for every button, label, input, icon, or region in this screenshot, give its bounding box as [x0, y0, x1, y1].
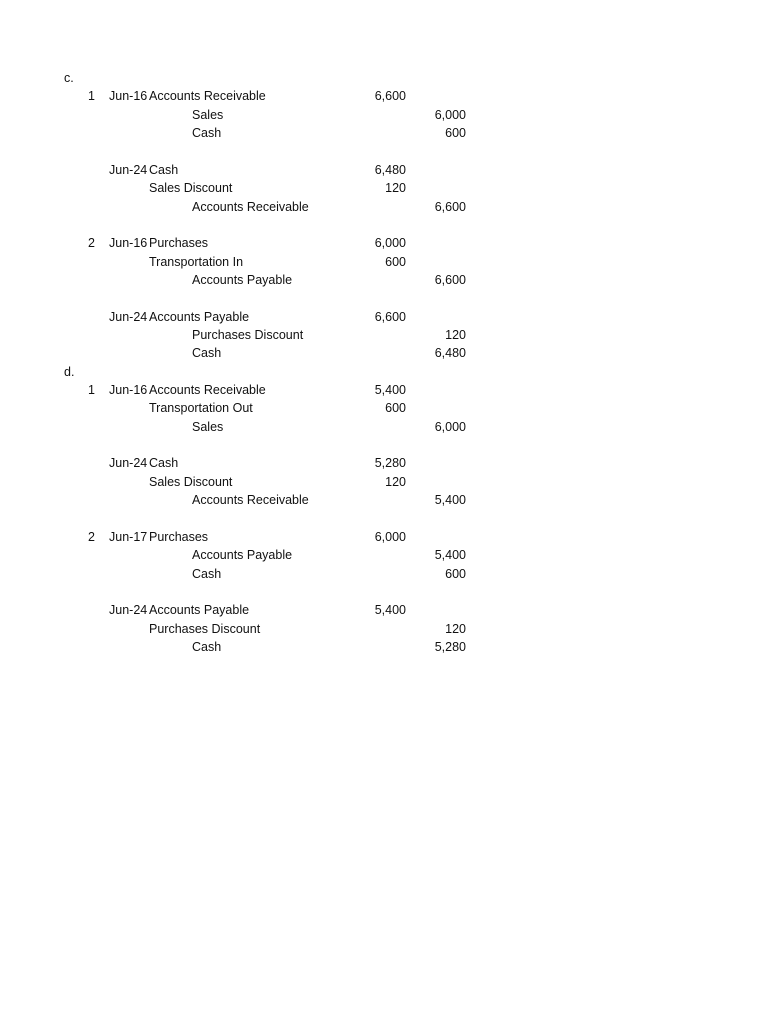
account-name: Purchases Discount: [149, 621, 261, 636]
debit-amount: 5,400: [374, 603, 406, 618]
account-name: Cash: [192, 346, 222, 361]
blank-row: [0, 509, 768, 527]
journal-row: [0, 87, 768, 105]
journal-row: [0, 253, 768, 271]
entry-number: 2: [88, 236, 95, 251]
section-label: d.: [64, 364, 75, 379]
debit-amount: 5,280: [374, 456, 406, 471]
blank-row: [0, 216, 768, 234]
entry-date: Jun-17: [109, 529, 148, 544]
debit-amount: 600: [385, 401, 406, 416]
entry-date: Jun-16: [109, 383, 148, 397]
journal-row: [0, 473, 768, 491]
credit-amount: 6,480: [434, 346, 466, 361]
debit-amount: 6,000: [374, 236, 406, 251]
account-name: Accounts Payable: [192, 272, 293, 287]
account-name: Sales: [192, 419, 224, 434]
account-name: Purchases: [149, 236, 209, 251]
account-name: Accounts Receivable: [149, 89, 266, 104]
journal-row: [0, 326, 768, 344]
journal-row: [0, 234, 768, 252]
credit-amount: 6,600: [434, 199, 466, 214]
journal-row: [0, 271, 768, 289]
account-name: Accounts Payable: [149, 603, 250, 618]
debit-amount: 6,000: [374, 529, 406, 544]
debit-amount: 6,480: [374, 162, 406, 177]
entry-number: 2: [88, 529, 95, 544]
blank-row: [0, 583, 768, 601]
journal-row: [0, 528, 768, 546]
entry-date: Jun-24: [109, 603, 148, 618]
account-name: Cash: [192, 639, 222, 654]
account-name: Sales Discount: [149, 181, 233, 196]
credit-amount: 6,000: [434, 419, 466, 434]
account-name: Accounts Receivable: [149, 383, 266, 397]
entry-date: Jun-16: [109, 236, 148, 251]
credit-amount: 6,600: [434, 272, 466, 287]
section-row: [0, 363, 768, 381]
debit-amount: 120: [385, 474, 406, 489]
entry-date: Jun-24: [109, 456, 148, 471]
journal-row: [0, 491, 768, 509]
journal-row: [0, 344, 768, 362]
credit-amount: 600: [445, 126, 466, 141]
debit-amount: 6,600: [374, 89, 406, 104]
blank-row: [0, 289, 768, 307]
journal-row: [0, 198, 768, 216]
account-name: Accounts Receivable: [192, 199, 309, 214]
credit-amount: 600: [445, 566, 466, 581]
account-name: Cash: [149, 456, 179, 471]
debit-amount: 120: [385, 181, 406, 196]
debit-amount: 600: [385, 254, 406, 269]
account-name: Accounts Receivable: [192, 493, 309, 508]
entry-date: Jun-16: [109, 89, 148, 104]
journal-row: [0, 638, 768, 656]
journal-row: [0, 601, 768, 619]
journal-row: [0, 161, 768, 179]
account-name: Transportation Out: [149, 401, 253, 416]
credit-amount: 5,400: [434, 548, 466, 563]
credit-amount: 5,400: [434, 493, 466, 508]
debit-amount: 6,600: [374, 309, 406, 324]
account-name: Accounts Payable: [192, 548, 293, 563]
credit-amount: 5,280: [434, 639, 466, 654]
journal-row: [0, 565, 768, 583]
blank-row: [0, 142, 768, 160]
journal-row: [0, 546, 768, 564]
journal-row: [0, 381, 768, 399]
debit-amount: 5,400: [374, 383, 406, 397]
entry-date: Jun-24: [109, 162, 148, 177]
journal-row: [0, 418, 768, 436]
journal-row: [0, 106, 768, 124]
blank-row: [0, 436, 768, 454]
journal-row: [0, 620, 768, 638]
journal-row: [0, 454, 768, 472]
account-name: Sales: [192, 107, 224, 122]
entry-number: 1: [88, 89, 95, 104]
journal-row: [0, 399, 768, 417]
credit-amount: 120: [445, 327, 466, 342]
section-row: [0, 69, 768, 87]
entry-number: 1: [88, 383, 95, 397]
journal-row: [0, 179, 768, 197]
account-name: Cash: [192, 566, 222, 581]
credit-amount: 6,000: [434, 107, 466, 122]
journal-row: [0, 308, 768, 326]
account-name: Purchases: [149, 529, 209, 544]
account-name: Cash: [149, 162, 179, 177]
section-label: c.: [64, 71, 74, 85]
credit-amount: 120: [445, 621, 466, 636]
journal-row: [0, 124, 768, 142]
account-name: Sales Discount: [149, 474, 233, 489]
account-name: Accounts Payable: [149, 309, 250, 324]
account-name: Cash: [192, 126, 222, 141]
entry-date: Jun-24: [109, 309, 148, 324]
account-name: Transportation In: [149, 254, 244, 269]
account-name: Purchases Discount: [192, 327, 304, 342]
